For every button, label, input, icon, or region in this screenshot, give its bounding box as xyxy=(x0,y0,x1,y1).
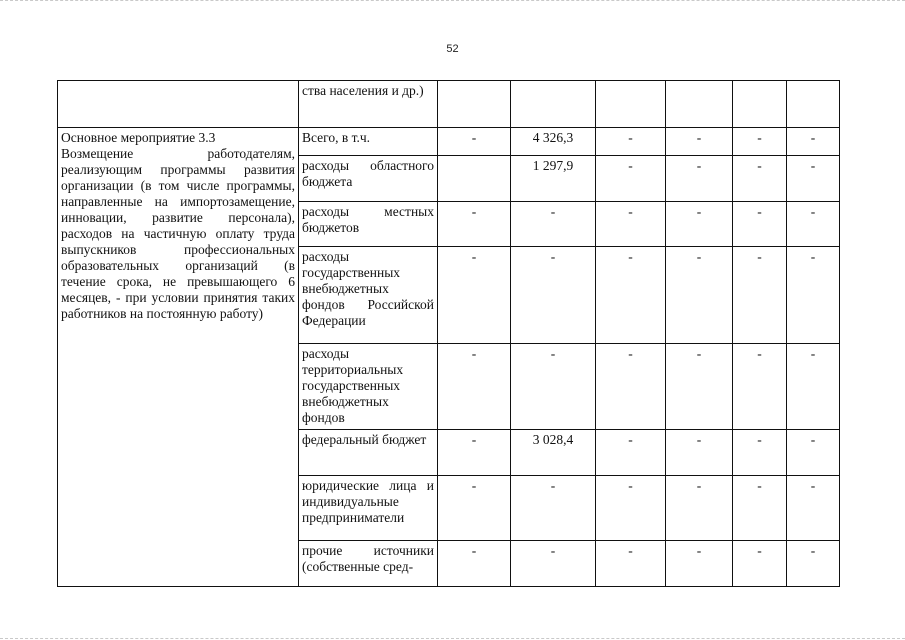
value-cell xyxy=(733,81,787,128)
value-cell: - xyxy=(733,541,787,587)
value-cell: - xyxy=(596,476,666,541)
source-cell: прочие источники (собственные сред- xyxy=(299,541,438,587)
value-cell: - xyxy=(511,541,596,587)
event-description: Возмещение работодателям, реализующим программы развития организации (в том числе программы, направленные на импортозамещение, инновации, развитие персонала), расходов на частичную оплату труда выпускников профессиональных образовательных организаций (в течение срока, не превышающего 6 месяцев, - при условии принятия таких работников на постоянную работу) xyxy=(61,146,295,321)
page-number: 52 xyxy=(446,43,459,55)
value-cell: - xyxy=(511,476,596,541)
source-cell: расходы местных бюджетов xyxy=(299,202,438,247)
table-row xyxy=(58,128,840,156)
value-cell: - xyxy=(787,247,840,344)
value-cell: - xyxy=(596,247,666,344)
budget-table xyxy=(57,80,840,587)
event-title: Основное мероприятие 3.3 xyxy=(61,130,216,145)
value-cell: - xyxy=(596,202,666,247)
value-cell: - xyxy=(733,128,787,156)
value-cell xyxy=(438,156,511,202)
value-cell: - xyxy=(666,476,733,541)
value-cell: - xyxy=(438,202,511,247)
value-cell: - xyxy=(666,156,733,202)
value-cell: - xyxy=(666,344,733,430)
source-cell: ства населения и др.) xyxy=(299,81,438,128)
value-cell: - xyxy=(733,202,787,247)
value-cell: - xyxy=(787,156,840,202)
value-cell xyxy=(787,81,840,128)
scan-edge-top xyxy=(0,0,905,15)
value-cell: - xyxy=(666,247,733,344)
value-cell: - xyxy=(787,430,840,476)
table-row xyxy=(58,81,840,128)
source-cell: Всего, в т.ч. xyxy=(299,128,438,156)
scan-edge-bottom xyxy=(0,632,905,639)
source-cell: юридические лица и индивидуальные предприниматели xyxy=(299,476,438,541)
value-cell: - xyxy=(733,344,787,430)
value-cell xyxy=(511,81,596,128)
value-cell: 3 028,4 xyxy=(511,430,596,476)
value-cell: - xyxy=(511,202,596,247)
value-cell: - xyxy=(438,247,511,344)
source-cell: расходы государственных внебюджетных фондов Российской Федерации xyxy=(299,247,438,344)
value-cell: - xyxy=(787,344,840,430)
value-cell: - xyxy=(511,247,596,344)
source-cell: расходы областного бюджета xyxy=(299,156,438,202)
value-cell: - xyxy=(596,344,666,430)
value-cell: - xyxy=(438,128,511,156)
value-cell: - xyxy=(438,344,511,430)
value-cell: - xyxy=(438,430,511,476)
value-cell: - xyxy=(733,156,787,202)
source-cell: расходы территориальных государственных внебюджетных фондов xyxy=(299,344,438,430)
value-cell xyxy=(438,81,511,128)
value-cell: - xyxy=(596,430,666,476)
value-cell: - xyxy=(438,476,511,541)
value-cell: - xyxy=(787,202,840,247)
source-cell: федеральный бюджет xyxy=(299,430,438,476)
value-cell: 4 326,3 xyxy=(511,128,596,156)
value-cell: - xyxy=(666,541,733,587)
value-cell: - xyxy=(511,344,596,430)
value-cell: - xyxy=(596,156,666,202)
event-cell-empty xyxy=(58,81,299,128)
value-cell: - xyxy=(787,476,840,541)
value-cell: - xyxy=(596,128,666,156)
value-cell: 1 297,9 xyxy=(511,156,596,202)
value-cell: - xyxy=(438,541,511,587)
value-cell: - xyxy=(787,541,840,587)
value-cell: - xyxy=(787,128,840,156)
value-cell: - xyxy=(733,476,787,541)
value-cell xyxy=(596,81,666,128)
value-cell: - xyxy=(733,247,787,344)
value-cell: - xyxy=(666,202,733,247)
value-cell: - xyxy=(733,430,787,476)
value-cell: - xyxy=(666,128,733,156)
value-cell xyxy=(666,81,733,128)
value-cell: - xyxy=(666,430,733,476)
event-cell xyxy=(58,128,299,587)
value-cell: - xyxy=(596,541,666,587)
